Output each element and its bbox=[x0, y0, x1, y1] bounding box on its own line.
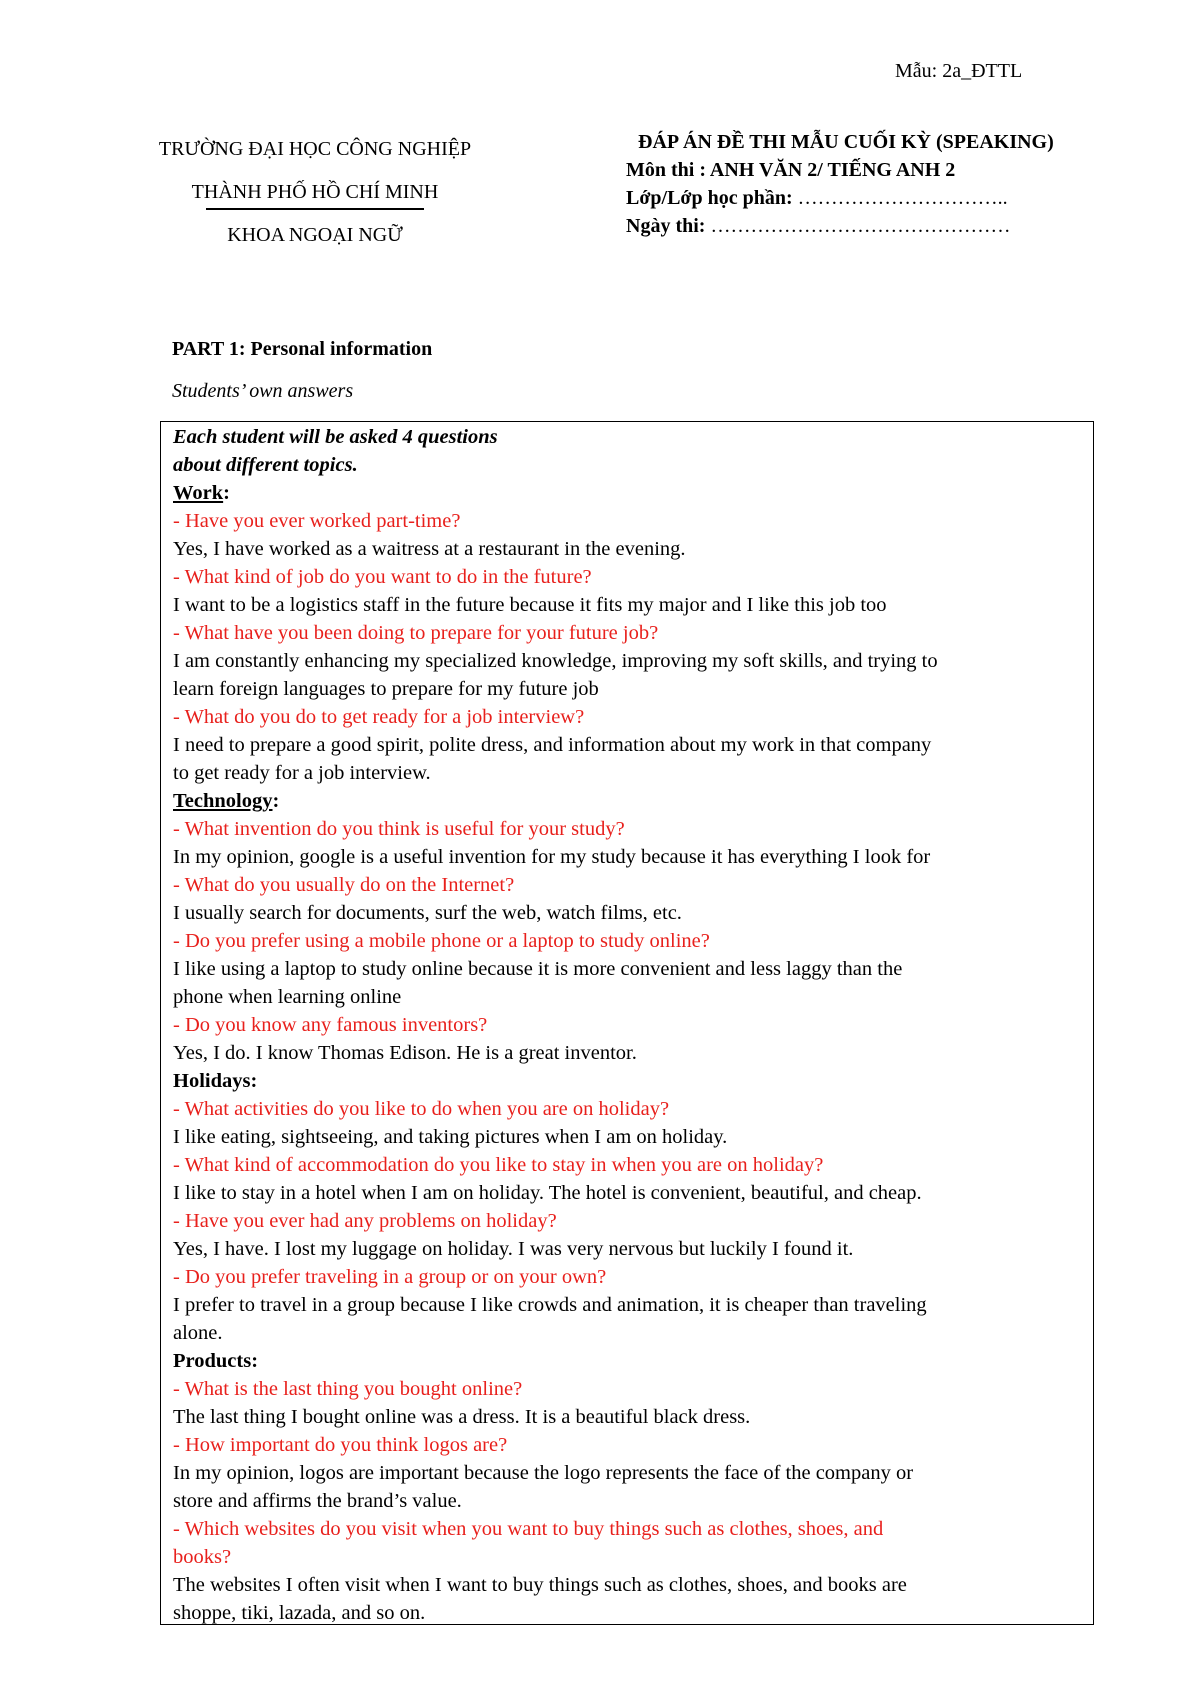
exam-header bbox=[626, 128, 1054, 240]
answer: I usually search for documents, surf the web, watch films, etc. bbox=[173, 902, 682, 924]
question: - What do you do to get ready for a job interview? bbox=[173, 706, 585, 728]
question: - What activities do you like to do when you are on holiday? bbox=[173, 1098, 670, 1120]
exam-title: ĐÁP ÁN ĐỀ THI MẪU CUỐI KỲ (SPEAKING) bbox=[638, 131, 1054, 153]
part-subtitle: Students’ own answers bbox=[172, 380, 354, 402]
question: - Have you ever had any problems on holiday? bbox=[173, 1210, 557, 1232]
school-name-line-1: TRƯỜNG ĐẠI HỌC CÔNG NGHIỆP bbox=[158, 138, 472, 160]
exam-class-value: ………………………….. bbox=[797, 187, 1008, 209]
answer: I am constantly enhancing my specialized knowledge, improving my soft skills, and trying to bbox=[173, 650, 938, 672]
answer: phone when learning online bbox=[173, 986, 402, 1008]
answer: I like using a laptop to study online because it is more convenient and less laggy than the bbox=[173, 958, 903, 980]
answer: Yes, I have. I lost my luggage on holiday. I was very nervous but luckily I found it. bbox=[173, 1238, 854, 1260]
exam-date-value: ……………………………………… bbox=[710, 215, 1011, 237]
answer: store and affirms the brand’s value. bbox=[173, 1490, 462, 1512]
exam-subject: Môn thi : ANH VĂN 2/ TIẾNG ANH 2 bbox=[626, 159, 956, 181]
topic-work-colon: : bbox=[223, 482, 230, 504]
question: - Do you know any famous inventors? bbox=[173, 1014, 488, 1036]
answer: I want to be a logistics staff in the future because it fits my major and I like this job too bbox=[173, 594, 887, 616]
answer: Yes, I have worked as a waitress at a restaurant in the evening. bbox=[173, 538, 686, 560]
answer: In my opinion, logos are important because the logo represents the face of the company or bbox=[173, 1462, 914, 1484]
answer: The last thing I bought online was a dress. It is a beautiful black dress. bbox=[173, 1406, 751, 1428]
question: - What is the last thing you bought online? bbox=[173, 1378, 523, 1400]
answer: I need to prepare a good spirit, polite dress, and information about my work in that company bbox=[173, 734, 932, 756]
answer: I like to stay in a hotel when I am on holiday. The hotel is convenient, beautiful, and cheap. bbox=[173, 1182, 922, 1204]
question: - What invention do you think is useful for your study? bbox=[173, 818, 625, 840]
topic-work bbox=[173, 479, 1081, 507]
answer: I prefer to travel in a group because I like crowds and animation, it is cheaper than traveling bbox=[173, 1294, 927, 1316]
part-title: PART 1: Personal information bbox=[172, 338, 433, 360]
question: - What kind of job do you want to do in the future? bbox=[173, 566, 592, 588]
school-header bbox=[150, 128, 480, 257]
exam-class-label: Lớp/Lớp học phần: bbox=[626, 187, 798, 209]
school-name-line-2: THÀNH PHỐ HỒ CHÍ MINH bbox=[191, 181, 439, 203]
question: - Do you prefer using a mobile phone or a laptop to study online? bbox=[173, 930, 710, 952]
topic-holidays-heading: Holidays: bbox=[173, 1070, 258, 1092]
answer: I like eating, sightseeing, and taking pictures when I am on holiday. bbox=[173, 1126, 728, 1148]
topic-technology-heading: Technology bbox=[173, 790, 273, 812]
exam-date bbox=[626, 212, 1054, 240]
exam-date-label: Ngày thi: bbox=[626, 215, 711, 237]
form-code: Mẫu: 2a_ĐTTL bbox=[895, 60, 1023, 82]
question: - Do you prefer traveling in a group or on your own? bbox=[173, 1266, 607, 1288]
answer-box bbox=[160, 421, 1094, 1625]
answer: learn foreign languages to prepare for my future job bbox=[173, 678, 599, 700]
question: - Which websites do you visit when you want to buy things such as clothes, shoes, and bbox=[173, 1518, 884, 1540]
faculty-name: KHOA NGOẠI NGỮ bbox=[227, 224, 403, 246]
answer: In my opinion, google is a useful invention for my study because it has everything I look for bbox=[173, 846, 931, 868]
question: - What do you usually do on the Internet? bbox=[173, 874, 515, 896]
question: - Have you ever worked part-time? bbox=[173, 510, 461, 532]
answer: shoppe, tiki, lazada, and so on. bbox=[173, 1602, 426, 1624]
intro-line-1: Each student will be asked 4 questions bbox=[173, 426, 498, 448]
exam-class bbox=[626, 184, 1054, 212]
answer: The websites I often visit when I want to buy things such as clothes, shoes, and books are bbox=[173, 1574, 907, 1596]
question: books? bbox=[173, 1546, 232, 1568]
question: - How important do you think logos are? bbox=[173, 1434, 508, 1456]
topic-technology bbox=[173, 787, 1081, 815]
topic-work-heading: Work bbox=[173, 482, 224, 504]
topic-technology-colon: : bbox=[272, 790, 280, 812]
answer: to get ready for a job interview. bbox=[173, 762, 431, 784]
answer: Yes, I do. I know Thomas Edison. He is a great inventor. bbox=[173, 1042, 637, 1064]
topic-products-heading: Products: bbox=[173, 1350, 259, 1372]
answer: alone. bbox=[173, 1322, 223, 1344]
question: - What have you been doing to prepare for your future job? bbox=[173, 622, 659, 644]
question: - What kind of accommodation do you like to stay in when you are on holiday? bbox=[173, 1154, 824, 1176]
intro-line-2: about different topics. bbox=[173, 454, 358, 476]
